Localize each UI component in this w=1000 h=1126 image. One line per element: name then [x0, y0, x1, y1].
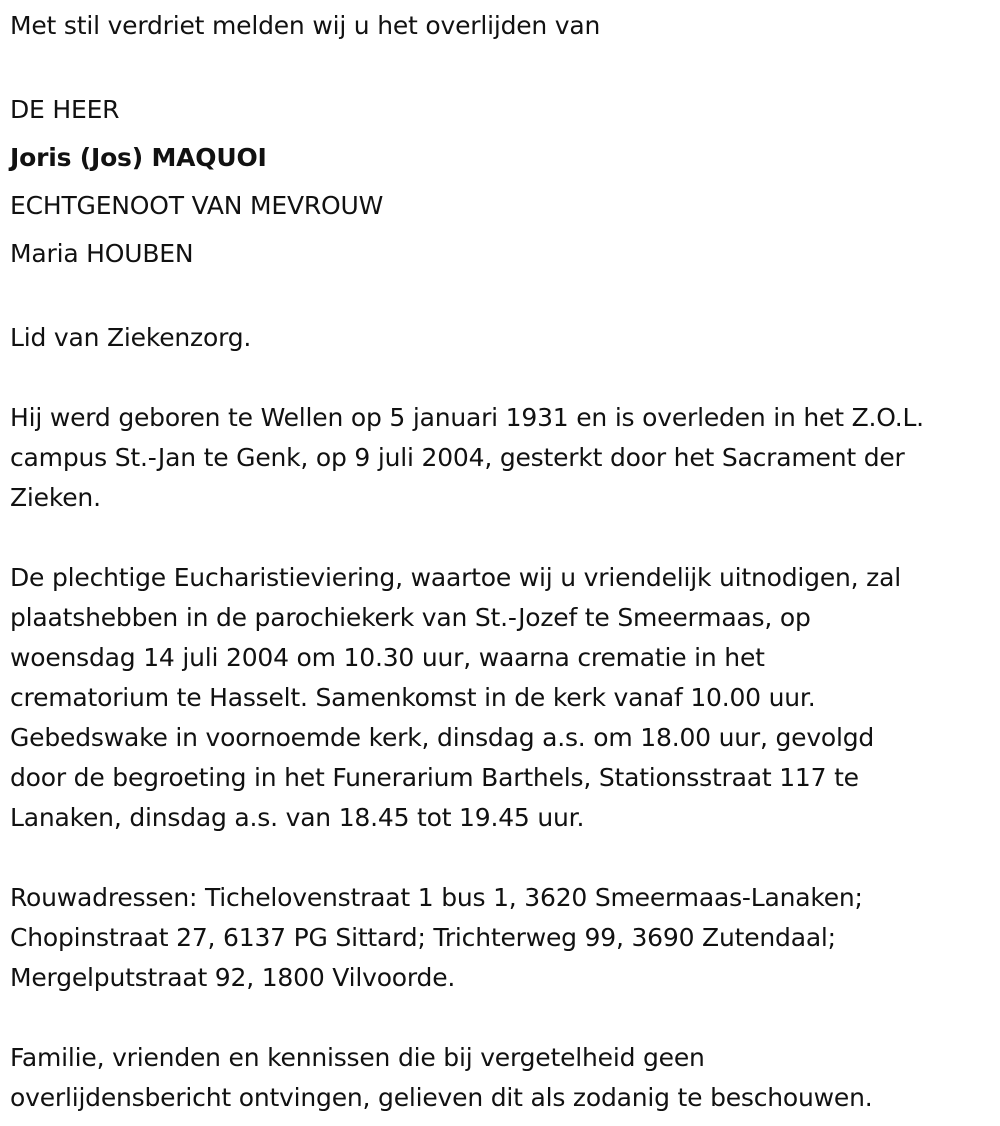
- spouse-label: ECHTGENOOT VAN MEVROUW: [10, 191, 384, 220]
- closing-paragraph: [10, 1038, 990, 1118]
- deceased-name: Joris (Jos) MAQUOI: [10, 143, 267, 172]
- spacer: [10, 278, 990, 318]
- spacer: [10, 838, 990, 878]
- paragraph-line: Rouwadressen: Tichelovenstraat 1 bus 1, 3620 Smeermaas-Lanaken;: [10, 883, 863, 912]
- paragraph-line: woensdag 14 juli 2004 om 10.30 uur, waarna crematie in het: [10, 643, 765, 672]
- paragraph-line: door de begroeting in het Funerarium Barthels, Stationsstraat 117 te: [10, 763, 859, 792]
- title-text: DE HEER: [10, 95, 120, 124]
- birth-paragraph: [10, 398, 990, 518]
- membership-text: Lid van Ziekenzorg.: [10, 323, 252, 352]
- paragraph-line: Hij werd geboren te Wellen op 5 januari 1931 en is overleden in het Z.O.L.: [10, 403, 924, 432]
- spacer: [10, 358, 990, 398]
- paragraph-line: Zieken.: [10, 483, 101, 512]
- spouse-name: Maria HOUBEN: [10, 239, 194, 268]
- paragraph-line: campus St.-Jan te Genk, op 9 juli 2004, gesterkt door het Sacrament der: [10, 443, 905, 472]
- paragraph-line: Gebedswake in voornoemde kerk, dinsdag a.s. om 18.00 uur, gevolgd: [10, 723, 875, 752]
- intro-text: Met stil verdriet melden wij u het overlijden van: [10, 11, 601, 40]
- paragraph-line: overlijdensbericht ontvingen, gelieven dit als zodanig te beschouwen.: [10, 1083, 873, 1112]
- paragraph-line: Familie, vrienden en kennissen die bij vergetelheid geen: [10, 1043, 705, 1072]
- paragraph-line: crematorium te Hasselt. Samenkomst in de kerk vanaf 10.00 uur.: [10, 683, 816, 712]
- spacer: [10, 518, 990, 558]
- address-paragraph: [10, 878, 990, 998]
- spacer: [10, 46, 990, 86]
- paragraph-line: Chopinstraat 27, 6137 PG Sittard; Trichterweg 99, 3690 Zutendaal;: [10, 923, 836, 952]
- paragraph-line: De plechtige Eucharistieviering, waartoe wij u vriendelijk uitnodigen, zal: [10, 563, 901, 592]
- spacer: [10, 998, 990, 1038]
- paragraph-line: Mergelputstraat 92, 1800 Vilvoorde.: [10, 963, 456, 992]
- ceremony-paragraph: [10, 558, 990, 838]
- paragraph-line: Lanaken, dinsdag a.s. van 18.45 tot 19.45 uur.: [10, 803, 585, 832]
- paragraph-line: plaatshebben in de parochiekerk van St.-Jozef te Smeermaas, op: [10, 603, 811, 632]
